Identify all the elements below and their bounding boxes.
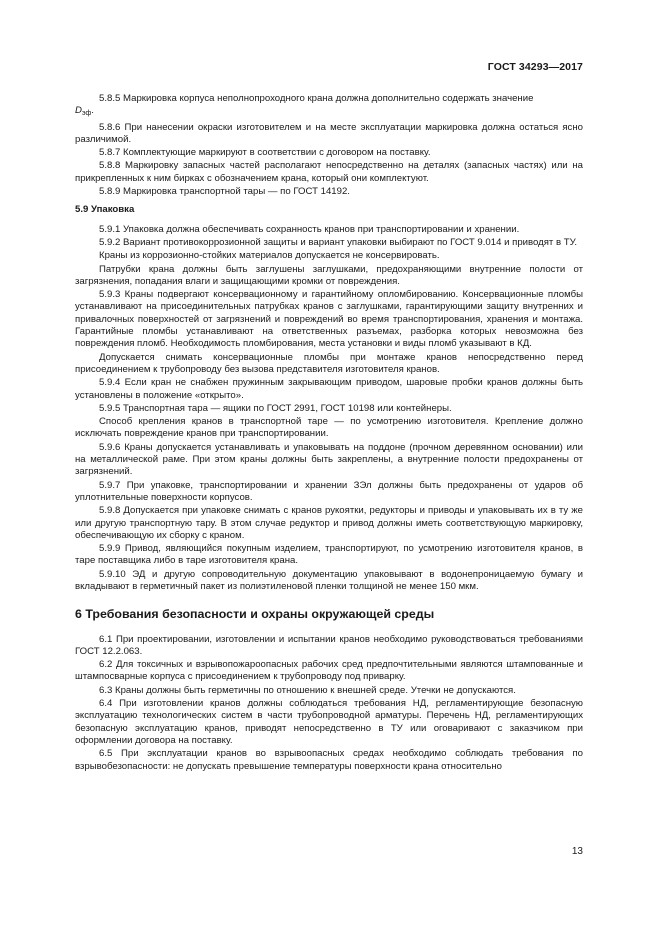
paragraph-5-8-9: 5.8.9 Маркировка транспортной тары — по ГОСТ 14192.	[99, 186, 350, 198]
paragraph-5-8-7: 5.8.7 Комплектующие маркируют в соответствии с договором на поставку.	[99, 147, 431, 159]
paragraph-5-9-9: 5.9.9 Привод, являющийся покупным изделием, транспортируют, по усмотрению изготовителя кранов, в таре поставщика либо в таре изготовителя крана.	[75, 543, 583, 567]
paragraph-5-8-5: 5.8.5 Маркировка корпуса неполнопроходного крана должна дополнительно содержать значение	[99, 93, 534, 104]
dzf-suffix: .	[91, 105, 94, 117]
paragraph-5-9-8: 5.9.8 Допускается при упаковке снимать с кранов рукоятки, редукторы и приводы и упаковывать их в ту же или другую транспортную тару. В этом случае редуктор и привод должны иметь соответствующую маркировку, обеспечивающую их сборку с краном.	[75, 505, 583, 541]
paragraph-5-9-4: 5.9.4 Если кран не снабжен пружинным закрывающим приводом, шаровые пробки кранов должны быть установлены в положение «открыто».	[75, 377, 583, 401]
paragraph-5-8-6: 5.8.6 При нанесении окраски изготовителем и на месте эксплуатации маркировка должна остаться ясно различимой.	[75, 121, 583, 145]
paragraph-5-9-7: 5.9.7 При упаковке, транспортировании и хранении ЗЭл должны быть предохранены от ударов об уплотнительные поверхности корпусов.	[75, 479, 583, 503]
chapter-title-6: 6 Требования безопасности и охраны окружающей среды	[75, 607, 435, 622]
paragraph-5-9-2-plugs: Патрубки крана должны быть заглушены заглушками, предохраняющими внутренние полости от загрязнения, попадания влаги и защищающими кромки от повреждения.	[75, 263, 583, 287]
paragraph-6-2: 6.2 Для токсичных и взрывопожароопасных рабочих сред предпочтительными являются штампованные и штампосварные корпуса с присоединением к трубопроводу под приварку.	[75, 659, 583, 683]
paragraph-5-9-1: 5.9.1 Упаковка должна обеспечивать сохранность кранов при транспортировании и хранении.	[99, 223, 520, 235]
paragraph-5-9-5: 5.9.5 Транспортная тара — ящики по ГОСТ 2991, ГОСТ 10198 или контейнеры.	[99, 402, 452, 414]
paragraph-5-9-6: 5.9.6 Краны допускается устанавливать и упаковывать на поддоне (прочном деревянном основании) или на металлической раме. При этом краны должны быть закреплены, а внутренние полости предохранены от загрязнений.	[75, 441, 583, 478]
paragraph-5-9-2-note: Краны из коррозионно-стойких материалов допускается не консервировать.	[99, 250, 440, 262]
section-title-5-9: 5.9 Упаковка	[75, 204, 135, 216]
document-header-standard: ГОСТ 34293—2017	[487, 61, 583, 73]
dzf-letter: D	[75, 105, 82, 117]
dzf-subscript: эф	[81, 110, 92, 118]
paragraph-5-9-3-note: Допускается снимать консервационные пломбы при монтаже кранов непосредственно перед присоединением к трубопроводу без вызова представителя изготовителя кранов.	[75, 351, 583, 375]
paragraph-5-9-2: 5.9.2 Вариант противокоррозионной защиты и вариант упаковки выбирают по ГОСТ 9.014 и приводят в ТУ.	[99, 236, 578, 248]
page-body	[75, 93, 583, 773]
paragraph-6-3: 6.3 Краны должны быть герметичны по отношению к внешней среде. Утечки не допускаются.	[99, 684, 516, 696]
paragraph-5-9-10: 5.9.10 ЭД и другую сопроводительную документацию упаковывают в водонепроницаемую бумагу и вкладывают в герметичный пакет из полиэтиленовой пленки толщиной не менее 150 мкм.	[75, 568, 583, 592]
page-number: 13	[571, 846, 583, 857]
paragraph-6-1: 6.1 При проектировании, изготовлении и испытании кранов необходимо руководствоваться требованиями ГОСТ 12.2.063.	[75, 633, 583, 657]
paragraph-dzf-value	[75, 105, 583, 120]
paragraph-5-9-3: 5.9.3 Краны подвергают консервационному и гарантийному опломбированию. Консервационные пломбы устанавливают на присоединительных патрубках кранов с заглушками, гарантирующими защиту внутренних и привалочных поверхностей от загрязнений и повреждений во время транспортирования, хранения и монтажа. Гарантийные пломбы устанавливают на ответственных разъемах, разборка которых невозможна без повреждения пломб. Необходимость пломбирования, места установки и виды пломб указывают в КД.	[75, 289, 583, 350]
paragraph-6-4: 6.4 При изготовлении кранов должны соблюдаться требования НД, регламентирующие безопасную эксплуатацию технологических систем в части трубопроводной арматуры. Перечень НД, регламентирующих безопасную эксплуатацию кранов, приводят непосредственно в ТУ или оговаривают с заказчиком при оформлении договора на поставку.	[75, 698, 583, 746]
paragraph-5-9-5-note: Способ крепления кранов в транспортной таре — по усмотрению изготовителя. Крепление должно исключать повреждение кранов при транспортировании.	[75, 416, 583, 440]
paragraph-6-5: 6.5 При эксплуатации кранов во взрывоопасных средах необходимо соблюдать требования по взрывобезопасности: не допускать превышение температуры поверхности крана относительно	[75, 748, 583, 772]
paragraph-5-8-8: 5.8.8 Маркировку запасных частей располагают непосредственно на деталях (запасных частях) или на прикрепленных к ним бирках с обозначением крана, который они комплектуют.	[75, 160, 583, 184]
